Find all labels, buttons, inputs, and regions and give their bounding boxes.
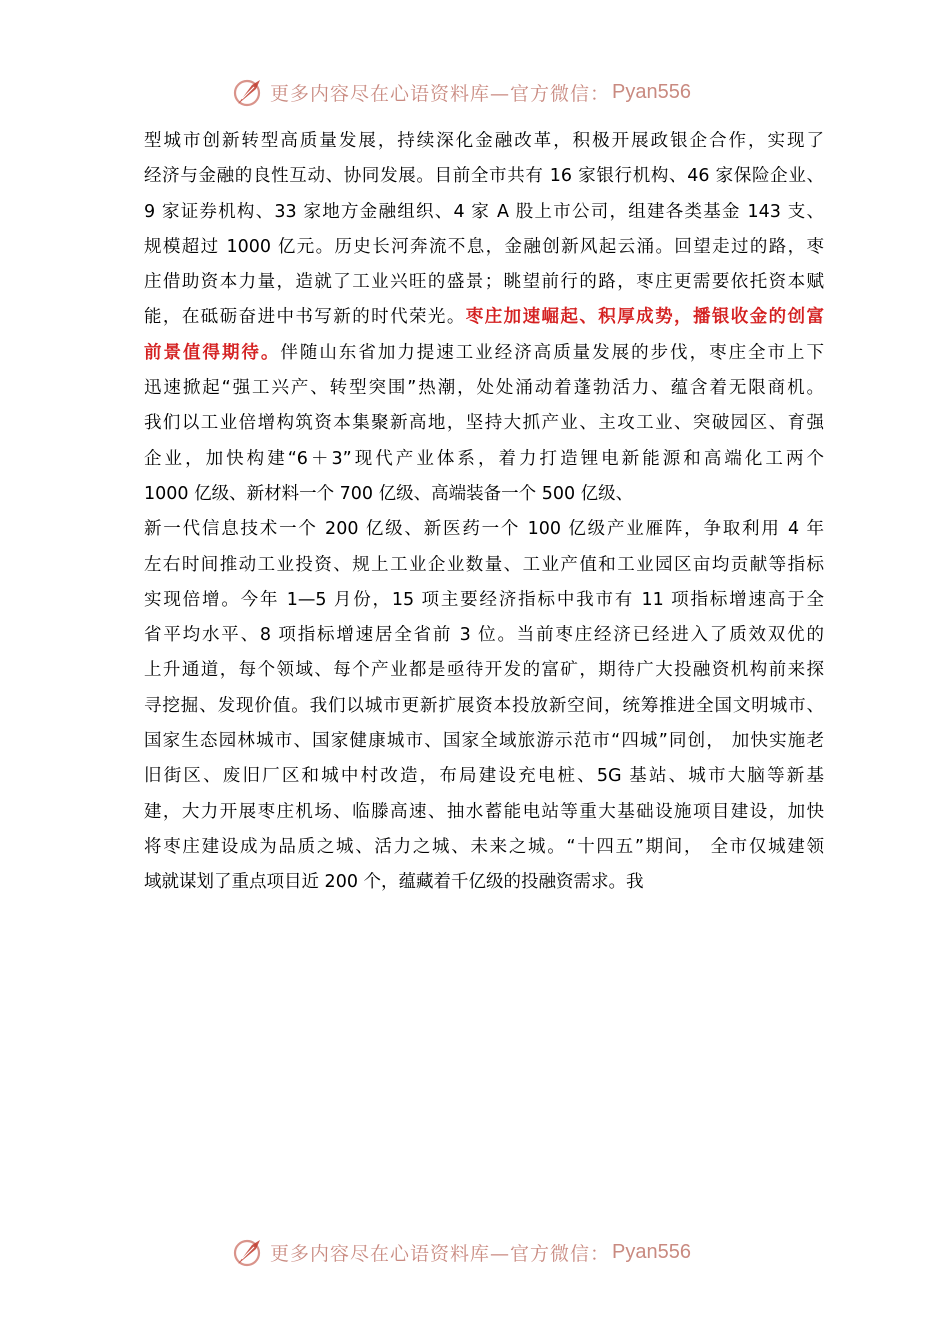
- footer-watermark: [232, 1234, 691, 1270]
- text-line: 迅速掀起“强工兴产、转型突围”热潮，处处涌动着蓬勃活力、蕴含着无限商机。: [144, 378, 824, 399]
- text-line: 企业，加快构建“6＋3”现代产业体系，着力打造锂电新能源和高端化工两个: [144, 448, 824, 469]
- text-line: [144, 300, 824, 335]
- quill-logo-icon: [232, 1236, 264, 1268]
- text-line: 新一代信息技术一个 200 亿级、新医药一个 100 亿级产业雁阵，争取利用 4 年: [144, 519, 824, 540]
- text-line: 我们以工业倍增构筑资本集聚新高地，坚持大抓产业、主攻工业、突破园区、育强: [144, 413, 824, 434]
- highlighted-text: 前景值得期待。: [144, 342, 281, 363]
- text-line: [144, 336, 824, 371]
- text-line: 经济与金融的良性互动、协同发展。目前全市共有 16 家银行机构、46 家保险企业、: [144, 166, 824, 187]
- text-line: 上升通道，每个领域、每个产业都是亟待开发的富矿，期待广大投融资机构前来探: [144, 660, 824, 681]
- text-line: 省平均水平、8 项指标增速居全省前 3 位。当前枣庄经济已经进入了质效双优的: [144, 625, 824, 646]
- text-segment: 能，在砥砺奋进中书写新的时代荣光。: [144, 307, 466, 328]
- watermark-wechat-id: Pyan556: [612, 80, 691, 103]
- text-line: 旧街区、废旧厂区和城中村改造，布局建设充电桩、5G 基站、城市大脑等新基: [144, 766, 824, 787]
- text-line: 实现倍增。今年 1—5 月份，15 项主要经济指标中我市有 11 项指标增速高于全: [144, 589, 824, 610]
- text-line: 寻挖掘、发现价值。我们以城市更新扩展资本投放新空间，统筹推进全国文明城市、: [144, 695, 824, 716]
- header-watermark: [232, 74, 691, 110]
- text-line: 9 家证券机构、33 家地方金融组织、4 家 A 股上市公司，组建各类基金 143 支、: [144, 201, 824, 222]
- text-line: 1000 亿级、新材料一个 700 亿级、高端装备一个 500 亿级、: [144, 483, 634, 504]
- quill-logo-icon: [232, 76, 264, 108]
- text-line: 建，大力开展枣庄机场、临滕高速、抽水蓄能电站等重大基础设施项目建设，加快: [144, 801, 824, 822]
- text-line: 庄借助资本力量，造就了工业兴旺的盛景；眺望前行的路，枣庄更需要依托资本赋: [144, 272, 824, 293]
- watermark-text: 更多内容尽在心语资料库—官方微信：: [270, 82, 611, 105]
- highlighted-text: 枣庄加速崛起、积厚成势，播银收金的创富: [465, 307, 825, 328]
- watermark-wechat-id: Pyan556: [612, 1240, 691, 1263]
- text-line: 型城市创新转型高质量发展，持续深化金融改革，积极开展政银企合作，实现了: [144, 131, 824, 151]
- text-line: 域就谋划了重点项目近 200 个，蕴藏着千亿级的投融资需求。我: [144, 872, 644, 893]
- text-segment: 伴随山东省加力提速工业经济高质量发展的步伐，枣庄全市上下: [280, 342, 825, 363]
- text-line: 国家生态园林城市、国家健康城市、国家全域旅游示范市“四城”同创， 加快实施老: [144, 731, 824, 752]
- text-line: 规模超过 1000 亿元。历史长河奔流不息，金融创新风起云涌。回望走过的路，枣: [144, 236, 824, 257]
- document-body: [144, 124, 824, 901]
- watermark-text: 更多内容尽在心语资料库—官方微信：: [270, 1242, 611, 1265]
- text-line: 将枣庄建设成为品质之城、活力之城、未来之城。“十四五”期间， 全市仅城建领: [144, 836, 824, 857]
- text-line: 左右时间推动工业投资、规上工业企业数量、工业产值和工业园区亩均贡献等指标: [144, 554, 824, 575]
